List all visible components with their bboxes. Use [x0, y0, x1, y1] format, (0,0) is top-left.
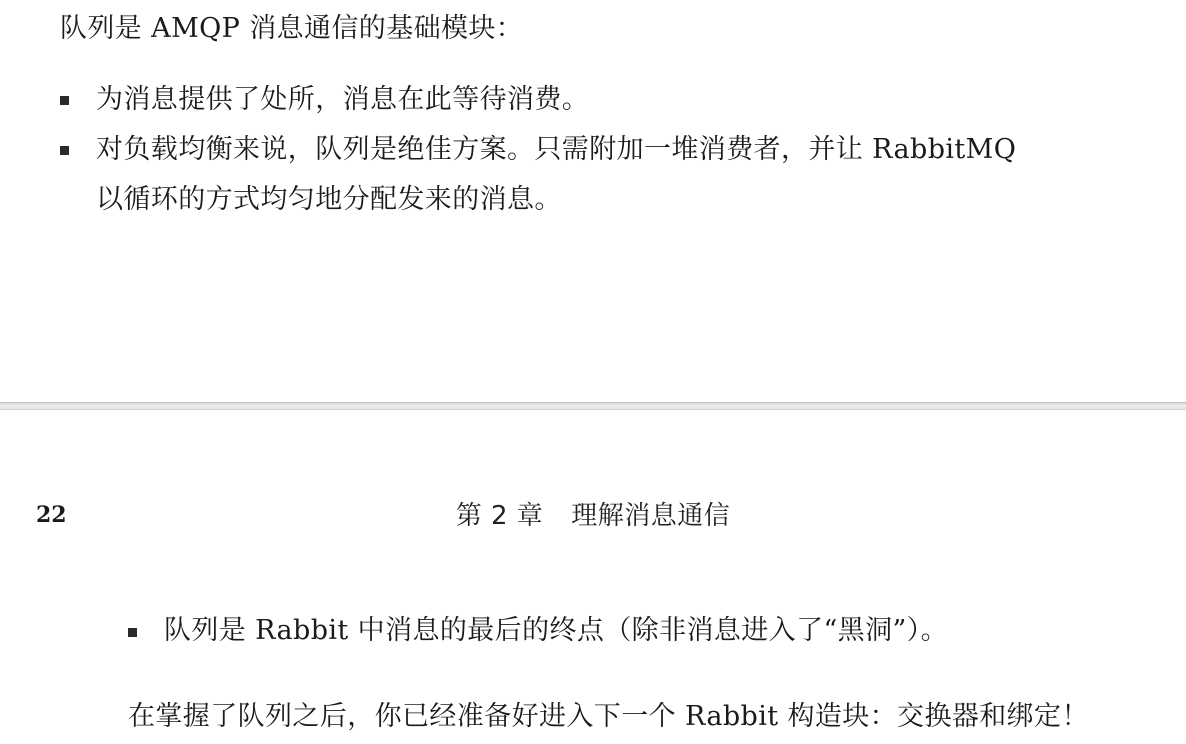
- page-bottom: [0, 410, 1186, 744]
- bullet-item: 为消息提供了处所，消息在此等待消费。: [96, 84, 590, 115]
- chapter-header: [0, 499, 1186, 533]
- bullet-square-icon: [60, 96, 69, 105]
- chapter-label: 第 2 章: [455, 501, 544, 531]
- closing-paragraph: 在掌握了队列之后，你已经准备好进入下一个 Rabbit 构造块：交换器和绑定！: [128, 701, 1089, 732]
- bullet-square-icon: [60, 146, 69, 155]
- bullet-item: 对负载均衡来说，队列是绝佳方案。只需附加一堆消费者，并让 RabbitMQ: [96, 134, 1017, 165]
- intro-paragraph: 队列是 AMQP 消息通信的基础模块：: [60, 13, 524, 44]
- bullet-item: 队列是 Rabbit 中消息的最后的终点（除非消息进入了“黑洞”）。: [164, 615, 948, 646]
- bullet-square-icon: [128, 628, 137, 637]
- bullet-item-continuation: 以循环的方式均匀地分配发来的消息。: [96, 184, 562, 215]
- page-separator: [0, 402, 1186, 410]
- chapter-title: 理解消息通信: [571, 501, 731, 531]
- page-number: 22: [36, 502, 67, 528]
